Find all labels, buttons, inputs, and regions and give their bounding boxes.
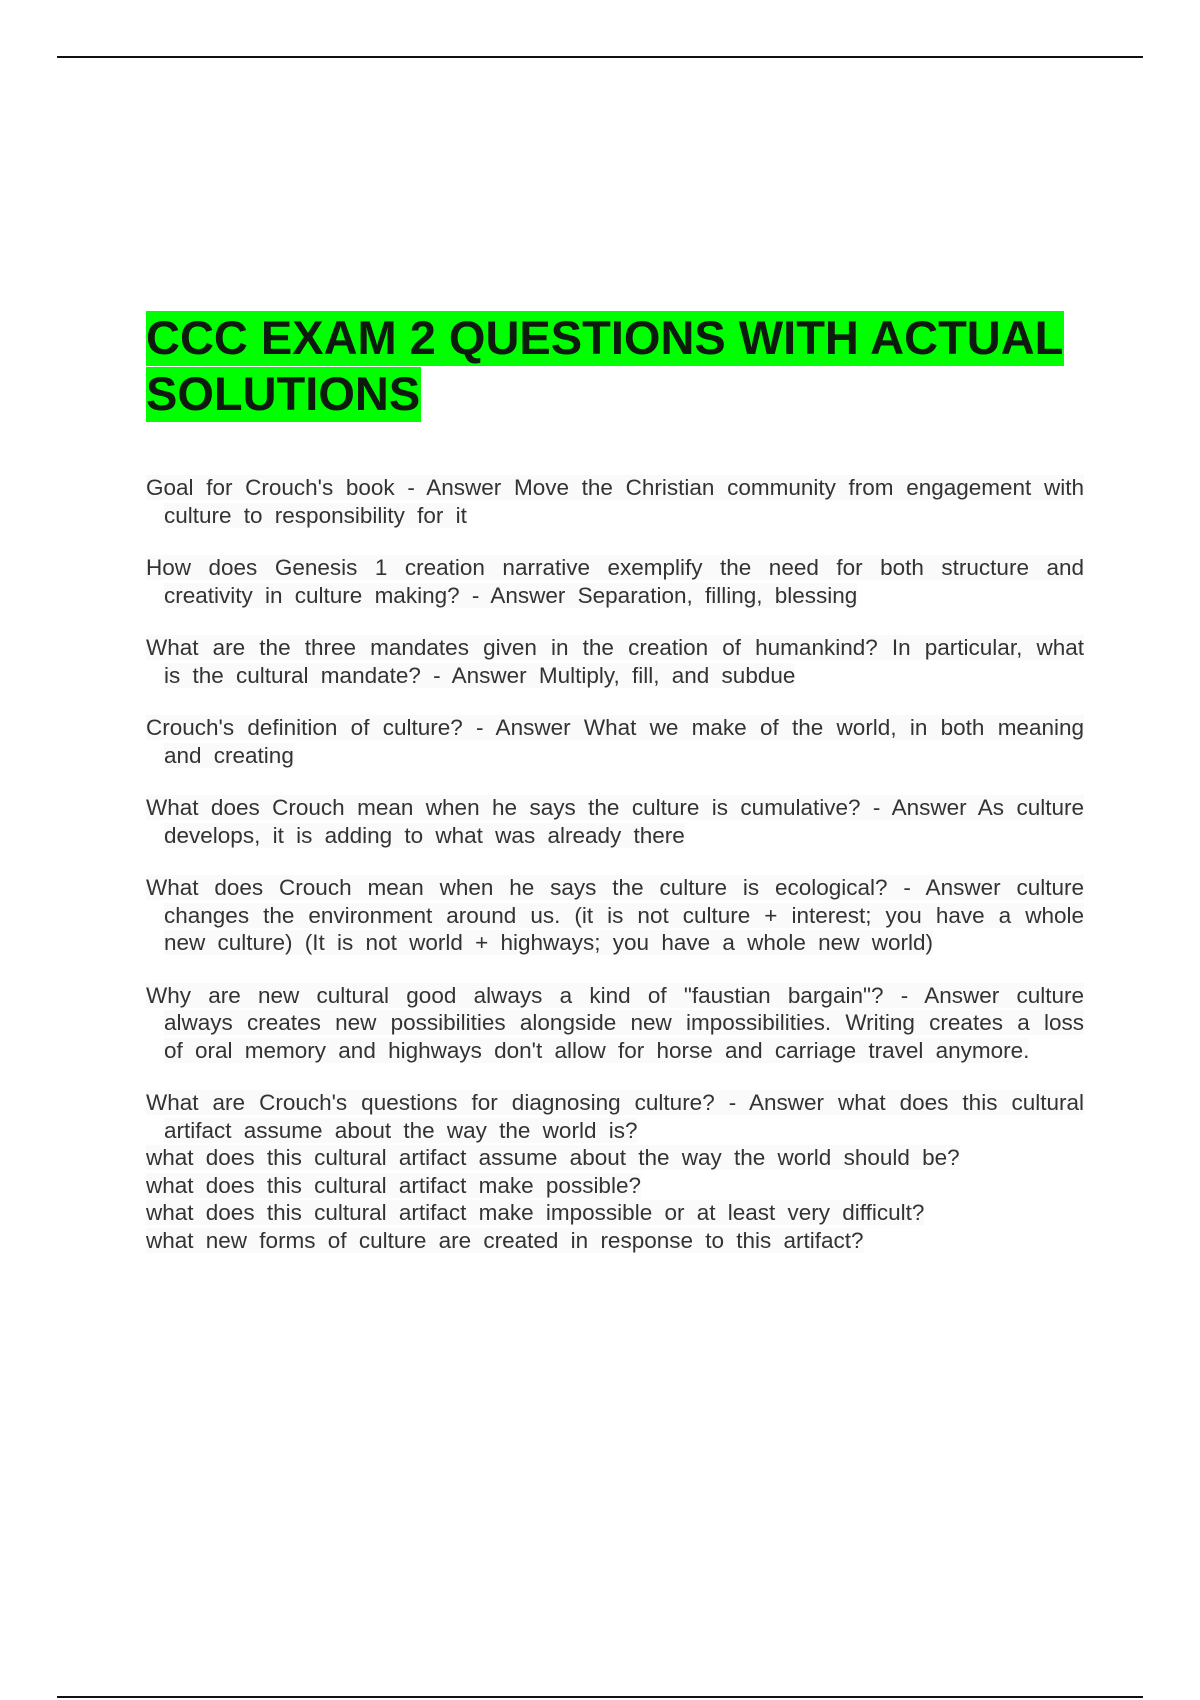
qa-item: Goal for Crouch's book - Answer Move the Christian community from engagement with culture to responsibility for it (146, 475, 1084, 528)
qa-item: What are Crouch's questions for diagnosing culture? - Answer what does this cultural artifact assume about the way the world is? (146, 1090, 1084, 1143)
bottom-rule (57, 1696, 1143, 1698)
document-body (146, 310, 1084, 1254)
diagnosing-line: what does this cultural artifact assume about the way the world should be? (146, 1145, 960, 1170)
qa-item: What does Crouch mean when he says the culture is cumulative? - Answer As culture develops, it is adding to what was already there (146, 795, 1084, 848)
document-title: CCC EXAM 2 QUESTIONS WITH ACTUAL SOLUTIONS (146, 311, 1064, 420)
qa-item: Why are new cultural good always a kind of "faustian bargain"? - Answer culture always creates new possibilities alongside new impossibilities. Writing creates a loss of oral memory and highways don't allow for horse and carriage travel anymore. (146, 982, 1084, 1063)
diagnosing-questions (146, 1089, 1084, 1254)
top-rule (57, 56, 1143, 58)
qa-item: What does Crouch mean when he says the culture is ecological? - Answer culture changes the environment around us. (it is not culture + interest; you have a whole new culture) (It is not world + highways; you have a whole new world) (146, 875, 1084, 955)
diagnosing-line: what does this cultural artifact make impossible or at least very difficult? (146, 1200, 925, 1225)
diagnosing-line: what does this cultural artifact make possible? (146, 1172, 641, 1198)
diagnosing-line: what new forms of culture are created in response to this artifact? (146, 1227, 864, 1253)
qa-item: What are the three mandates given in the creation of humankind? In particular, what is the cultural mandate? - Answer Multiply, fill, and subdue (146, 635, 1084, 688)
qa-item: Crouch's definition of culture? - Answer What we make of the world, in both meaning and creating (146, 715, 1084, 768)
qa-item: How does Genesis 1 creation narrative exemplify the need for both structure and creativity in culture making? - Answer Separation, filling, blessing (146, 555, 1084, 608)
